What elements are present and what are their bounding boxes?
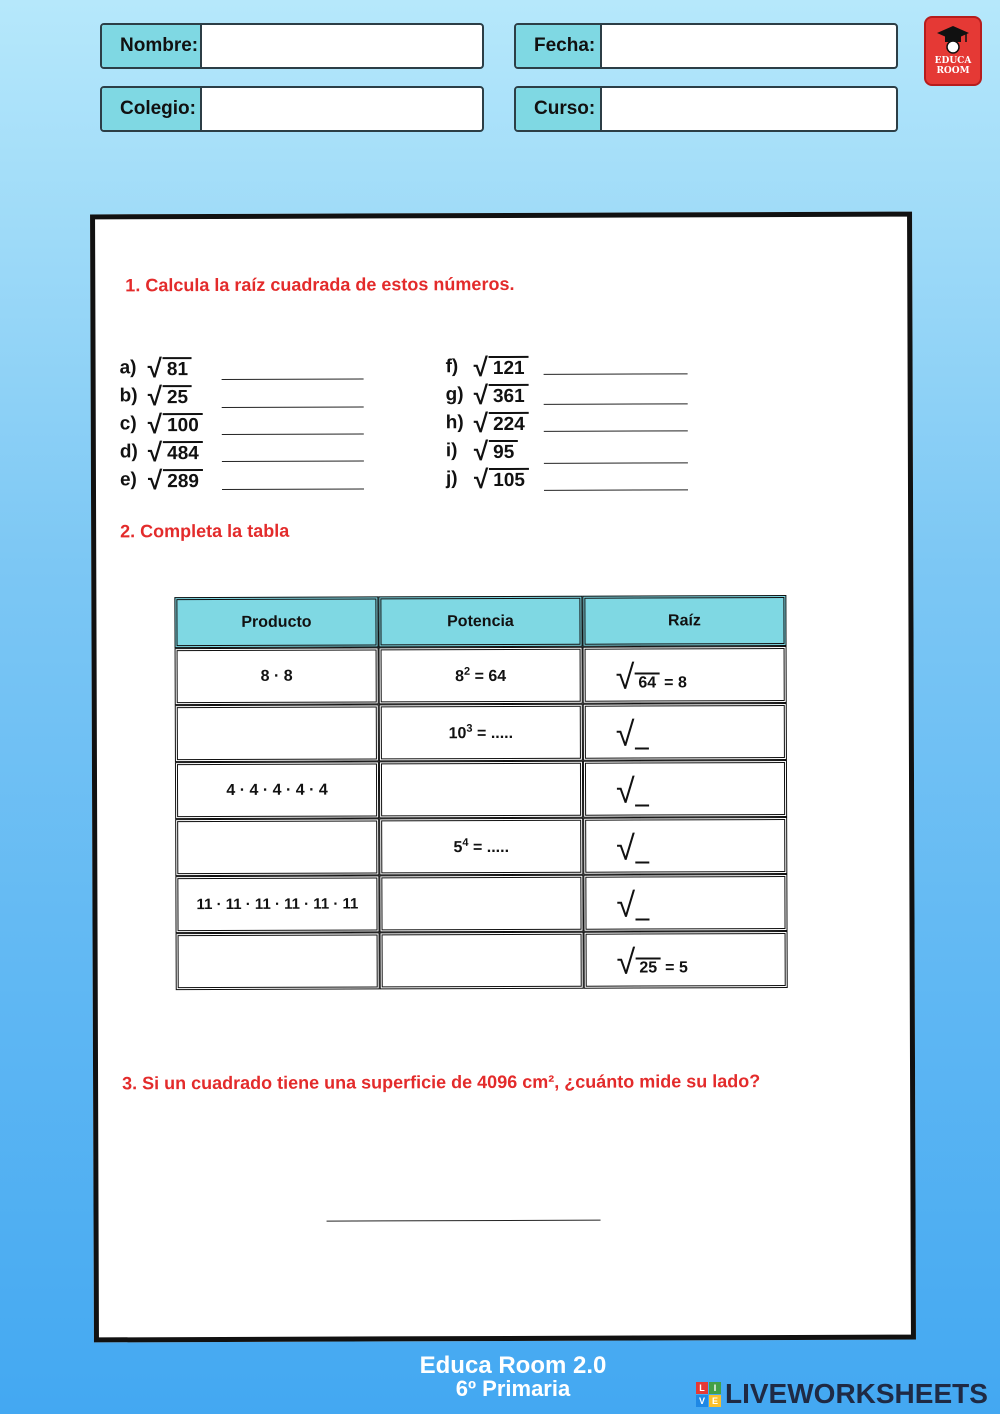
answer-input-g[interactable] — [544, 403, 688, 405]
graduation-cap-icon — [936, 24, 970, 54]
header-producto: Producto — [174, 596, 378, 648]
root-letter: g) — [445, 384, 464, 406]
radical — [473, 380, 529, 411]
root-item-a — [120, 354, 193, 382]
pot-rest: = ..... — [476, 724, 514, 742]
root-item-j — [446, 465, 529, 493]
logo-line1: EDUCA — [934, 56, 972, 66]
question-1-title: 1. Calcula la raíz cuadrada de estos números. — [125, 273, 515, 296]
radicand: 95 — [489, 440, 518, 464]
radical — [147, 409, 203, 440]
radicand: 361 — [489, 384, 529, 408]
pot-base: 8 — [455, 667, 465, 685]
sqrt-icon: √ — [147, 465, 163, 496]
question-3-title: 3. Si un cuadrado tiene una superficie de 4096 cm², ¿cuánto mide su lado? — [122, 1071, 761, 1094]
root-letter: d) — [119, 441, 138, 463]
answer-input-b[interactable] — [222, 406, 364, 407]
footer-line2: 6º Primaria — [455, 1376, 571, 1401]
name-field — [100, 23, 484, 69]
course-field — [514, 86, 898, 132]
worksheet-sheet — [90, 212, 916, 1343]
sqrt-icon: √ — [147, 437, 163, 468]
root-item-g — [446, 381, 529, 409]
table-row — [175, 760, 787, 819]
answer-input-e[interactable] — [222, 488, 364, 489]
root-letter: j) — [445, 468, 458, 490]
radical — [473, 436, 519, 467]
sqrt-icon: √ — [473, 380, 489, 411]
liveworksheets-brand — [696, 1378, 988, 1410]
root-item-f — [446, 353, 529, 381]
sqrt-icon: √ — [147, 409, 163, 440]
potencia-cell — [379, 818, 583, 876]
root-item-c — [120, 410, 203, 438]
course-label: Curso: — [516, 88, 602, 130]
raiz-input[interactable] — [583, 703, 787, 761]
radical — [473, 352, 529, 383]
radicand: 121 — [489, 356, 529, 380]
pot-rest: = 64 — [474, 667, 507, 685]
answer-input-f[interactable] — [544, 373, 688, 375]
answer-input-a[interactable] — [222, 378, 364, 379]
root-letter: c) — [119, 413, 137, 435]
pot-exp: 4 — [462, 836, 469, 849]
brand-text: LIVEWORKSHEETS — [725, 1378, 988, 1409]
radicand: 224 — [489, 412, 529, 436]
answer-input-j[interactable] — [544, 489, 688, 491]
sqrt-icon: √ — [147, 353, 162, 384]
logo-line2: ROOM — [936, 66, 970, 76]
raiz-arg — [635, 918, 649, 920]
radical — [147, 353, 193, 384]
radical — [147, 465, 203, 496]
header-raiz: Raíz — [582, 595, 786, 647]
course-input[interactable] — [602, 88, 896, 130]
root-letter: h) — [445, 412, 464, 434]
school-label: Colegio: — [102, 88, 202, 130]
pot-base: 10 — [448, 724, 467, 742]
sqrt-icon: √ — [616, 829, 635, 868]
educa-room-logo — [924, 16, 982, 86]
potencia-input[interactable] — [379, 875, 583, 933]
radicand: 289 — [163, 469, 203, 493]
root-letter: a) — [119, 357, 137, 379]
powers-table — [174, 595, 787, 990]
root-item-e — [120, 466, 203, 494]
radicand: 81 — [163, 357, 192, 381]
radical — [473, 408, 529, 439]
table-row — [175, 703, 787, 762]
sqrt-icon: √ — [473, 464, 489, 495]
raiz-rest: = 8 — [664, 674, 687, 692]
raiz-arg: 64 — [634, 672, 660, 692]
sqrt-icon: √ — [147, 381, 163, 412]
radicand: 100 — [163, 413, 203, 437]
sqrt-icon: √ — [473, 408, 489, 439]
radical — [147, 381, 193, 412]
potencia-input[interactable] — [380, 932, 584, 990]
sqrt-icon: √ — [473, 352, 488, 383]
liveworksheets-logo-icon: L I V E — [696, 1382, 721, 1407]
producto-cell: 11 · 11 · 11 · 11 · 11 · 11 — [175, 875, 379, 933]
radicand: 484 — [163, 441, 203, 465]
answer-input-i[interactable] — [544, 462, 688, 464]
raiz-input[interactable] — [583, 874, 787, 932]
answer-input-d[interactable] — [222, 460, 364, 461]
school-field — [100, 86, 484, 132]
potencia-cell — [379, 647, 583, 705]
radicand: 25 — [163, 385, 192, 409]
name-label: Nombre: — [102, 25, 202, 67]
pot-exp: 2 — [463, 665, 471, 678]
radical — [473, 464, 529, 495]
pot-exp: 3 — [466, 722, 473, 735]
producto-input[interactable] — [175, 704, 379, 762]
pot-rest: = ..... — [472, 838, 510, 856]
raiz-arg — [635, 861, 649, 863]
answer-input-q3[interactable] — [327, 1220, 601, 1222]
sqrt-icon: √ — [615, 658, 635, 697]
radical — [147, 437, 203, 468]
sqrt-icon: √ — [615, 715, 635, 754]
sqrt-icon: √ — [615, 772, 635, 811]
producto-cell: 4 · 4 · 4 · 4 · 4 — [175, 761, 379, 819]
raiz-rest: = 5 — [665, 959, 688, 977]
raiz-arg — [635, 747, 649, 749]
root-item-i — [446, 437, 519, 465]
table-header-row — [174, 595, 786, 648]
radicand: 105 — [489, 468, 529, 492]
root-item-d — [120, 438, 203, 466]
table-row — [176, 931, 788, 990]
producto-input[interactable] — [175, 818, 379, 876]
date-input[interactable] — [602, 25, 896, 67]
date-field — [514, 23, 898, 69]
table-row — [175, 817, 787, 876]
name-input[interactable] — [202, 25, 482, 67]
date-label: Fecha: — [516, 25, 602, 67]
table-row — [175, 874, 787, 933]
sqrt-icon: √ — [616, 886, 636, 925]
root-letter: f) — [445, 356, 459, 378]
answer-input-c[interactable] — [222, 433, 364, 434]
producto-cell: 8 · 8 — [175, 647, 379, 705]
root-letter: e) — [119, 469, 137, 491]
raiz-arg — [635, 804, 649, 806]
answer-input-h[interactable] — [544, 430, 688, 432]
root-item-b — [120, 382, 193, 410]
raiz-input[interactable] — [583, 817, 787, 875]
question-2-title: 2. Completa la tabla — [120, 520, 290, 542]
raiz-input[interactable] — [583, 760, 787, 818]
header-potencia: Potencia — [378, 596, 582, 648]
root-letter: i) — [445, 440, 458, 462]
root-letter: b) — [119, 385, 138, 407]
raiz-cell — [583, 646, 787, 704]
sqrt-icon: √ — [473, 436, 489, 467]
producto-input[interactable] — [176, 932, 380, 990]
root-item-h — [446, 409, 529, 437]
raiz-cell — [584, 931, 788, 989]
potencia-input[interactable] — [379, 761, 583, 819]
school-input[interactable] — [202, 88, 482, 130]
raiz-arg: 25 — [635, 957, 661, 977]
pot-base: 5 — [453, 838, 463, 856]
sqrt-icon: √ — [616, 943, 636, 982]
footer-line1: Educa Room 2.0 — [419, 1352, 607, 1379]
potencia-cell — [379, 704, 583, 762]
table-row — [175, 646, 787, 705]
